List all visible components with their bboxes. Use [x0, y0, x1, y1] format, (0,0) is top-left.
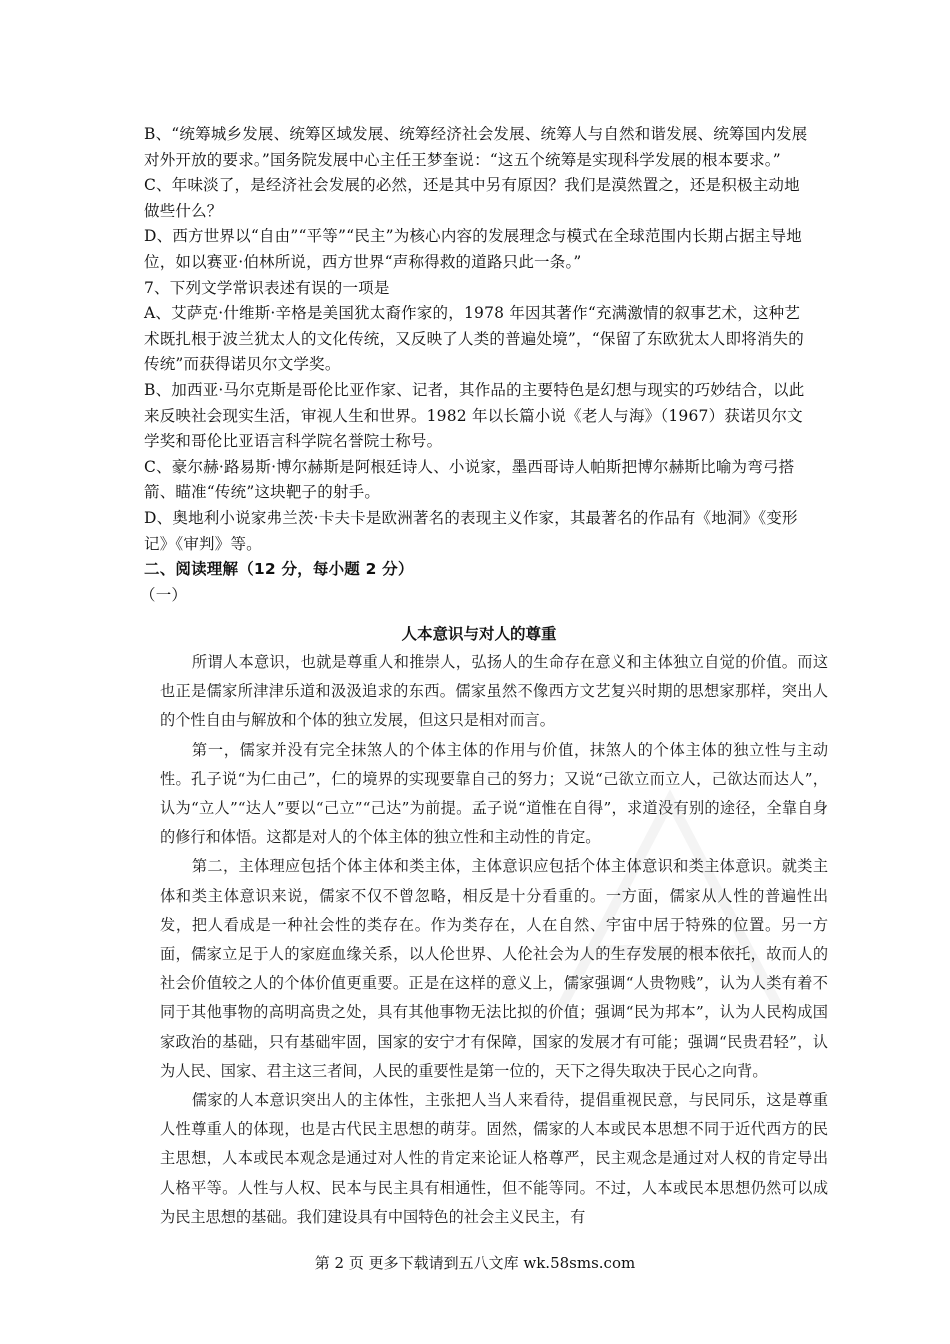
article-title: 人本意识与对人的尊重	[401, 625, 557, 643]
article-paragraph: 第一，儒家并没有完全抹煞人的个体主体的作用与价值，抹煞人的个体主体的独立性与主动性。孔子说“为仁由己”，仁的境界的实现要靠自己的努力；又说“己欲立而立人，己欲达而达人”，认为“立人”“达人”要以“己立”“己达”为前提。孟子说“道惟在自得”，求道没有别的途径，全靠自身的修行和体悟。这都是对人的个体主体的独立性和主动性的肯定。	[160, 740, 828, 847]
q7-option-a: A、艾萨克·什维斯·辛格是美国犹太裔作家的，1978 年因其著作“充满激情的叙事艺术，这种艺术既扎根于波兰犹太人的文化传统，又反映了人类的普遍处境”，“保留了东欧犹太人即将消失的传统”而获得诺贝尔文学奖。	[144, 304, 804, 374]
section-sub-label: （一）	[140, 585, 188, 604]
q7-option-b: B、加西亚·马尔克斯是哥伦比亚作家、记者，其作品的主要特色是幻想与现实的巧妙结合，以此来反映社会现实生活，审视人生和世界。1982 年以长篇小说《老人与海》（1967）获诺贝尔文学奖和哥伦比亚语言科学院名誉院士称号。	[144, 380, 805, 451]
article-paragraph: 第二，主体理应包括个体主体和类主体，主体意识应包括个体主体意识和类主体意识。就类主体和类主体意识来说，儒家不仅不曾忽略，相反是十分看重的。一方面，儒家从人性的普遍性出发，把人看成是一种社会性的类存在。作为类存在，人在自然、宇宙中居于特殊的位置。另一方面，儒家立足于人的家庭血缘关系，以人伦世界、人伦社会为人的生存发展的根本依托，故而人的社会价值较之人的个体价值更重要。正是在这样的意义上，儒家强调“人贵物贱”，认为人类有着不同于其他事物的高明高贵之处，具有其他事物无法比拟的价值；强调“民为邦本”，认为人民构成国家政治的基础，只有基础牢固，国家的安宁才有保障，国家的发展才有可能；强调“民贵君轻”，认为人民、国家、君主这三者间，人民的重要性是第一位的，天下之得失取决于民心之向背。	[160, 857, 828, 1080]
section-heading: 二、阅读理解（12 分，每小题 2 分）	[144, 560, 414, 579]
q7-stem: 7、下列文学常识表述有误的一项是	[144, 278, 390, 297]
q6-option-d: D、西方世界以“自由”“平等”“民主”为核心内容的发展理念与模式在全球范围内长期占据主导地位，如以赛亚·伯林所说，西方世界“声称得救的道路只此一条。”	[144, 227, 802, 271]
article-body	[160, 648, 828, 1232]
q7-option-c: C、豪尔赫·路易斯·博尔赫斯是阿根廷诗人、小说家，墨西哥诗人帕斯把博尔赫斯比喻为弯弓搭箭、瞄准“传统”这块靶子的射手。	[144, 457, 795, 502]
article-paragraph: 所谓人本意识，也就是尊重人和推崇人，弘扬人的生命存在意义和主体独立自觉的价值。而这也正是儒家所津津乐道和汲汲追求的东西。儒家虽然不像西方文艺复兴时期的思想家那样，突出人的个性自由与解放和个体的独立发展，但这只是相对而言。	[160, 653, 828, 730]
q7-option-d: D、奥地利小说家弗兰茨·卡夫卡是欧洲著名的表现主义作家，其最著名的作品有《地洞》《变形记》《审判》等。	[144, 508, 798, 553]
article-paragraph: 儒家的人本意识突出人的主体性，主张把人当人来看待，提倡重视民意，与民同乐，这是尊重人性尊重人的体现，也是古代民主思想的萌芽。固然，儒家的人本或民本思想不同于近代西方的民主思想，人本或民本观念是通过对人性的肯定来论证人格尊严，民主观念是通过对人权的肯定导出人格平等。人性与人权、民本与民主具有相通性，但不能等同。不过，人本或民本思想仍然可以成为民主思想的基础。我们建设具有中国特色的社会主义民主，有	[160, 1091, 828, 1226]
q6-option-b: B、“统筹城乡发展、统筹区域发展、统筹经济社会发展、统筹人与自然和谐发展、统筹国内发展对外开放的要求。”国务院发展中心主任王梦奎说：“这五个统筹是实现科学发展的根本要求。”	[144, 125, 808, 169]
page-footer: 第 2 页 更多下载请到五八文库 wk.58sms.com	[314, 1254, 636, 1272]
questions-block	[140, 122, 814, 608]
q6-option-c: C、年味淡了，是经济社会发展的必然，还是其中另有原因？我们是漠然置之，还是积极主动地做些什么？	[144, 176, 800, 220]
